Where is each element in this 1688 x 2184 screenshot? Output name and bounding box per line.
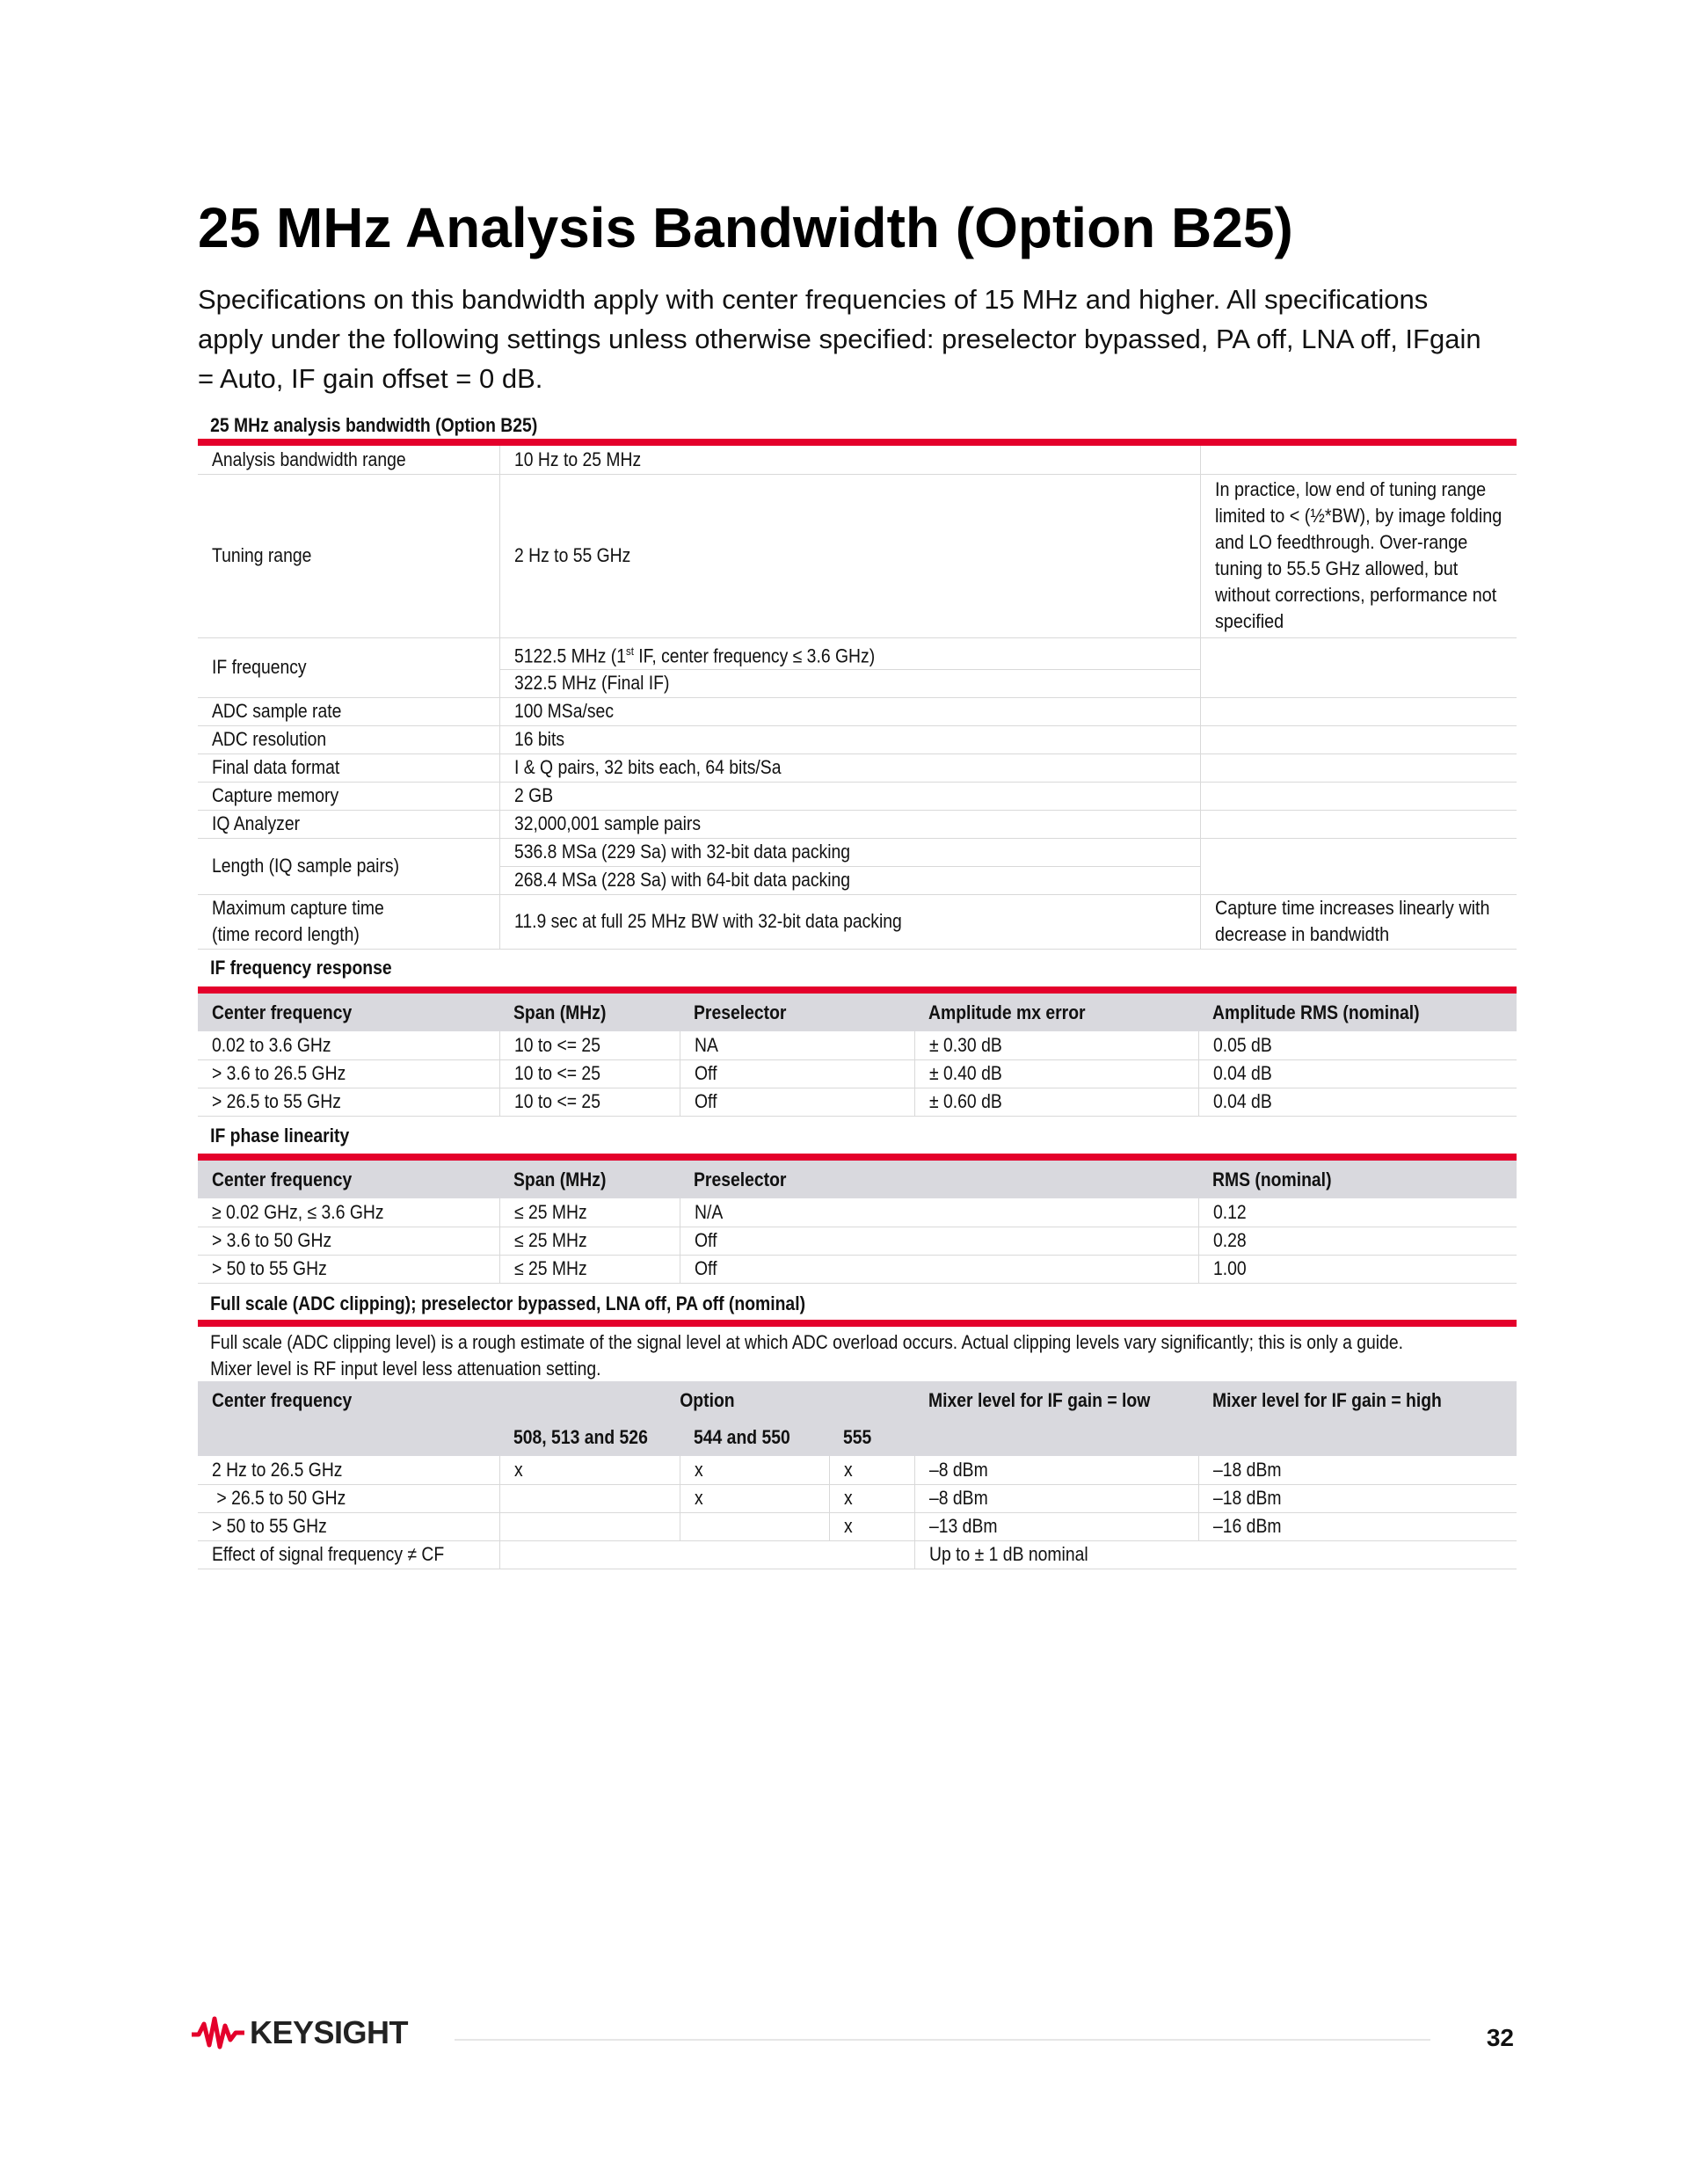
table-row (198, 1227, 1517, 1255)
section-title-analysis: 25 MHz analysis bandwidth (Option B25) (210, 414, 538, 436)
table-cell: –8 dBm (928, 1487, 988, 1509)
spec-value: 322.5 MHz (Final IF) (513, 672, 669, 695)
table-cell: 10 to <= 25 (513, 1033, 600, 1056)
table-cell: 10 to <= 25 (513, 1090, 600, 1112)
table-cell: > 50 to 55 GHz (212, 1257, 327, 1279)
table-cell: > 50 to 55 GHz (212, 1515, 327, 1537)
table-header-row (198, 994, 1517, 1031)
table-row (198, 1540, 1517, 1569)
column-header: Span (MHz) (513, 1001, 607, 1023)
table-row (198, 1088, 1517, 1116)
table-header-row (198, 1161, 1517, 1198)
table-cell: > 26.5 to 55 GHz (212, 1090, 341, 1112)
table-cell: –13 dBm (928, 1515, 998, 1537)
section-title-freq-response: IF frequency response (210, 957, 392, 979)
spec-note: Capture time increases linearly with decrease in bandwidth (1214, 897, 1490, 946)
table-row (198, 474, 1517, 637)
table-cell: x (694, 1487, 703, 1509)
table-cell: 0.05 dB (1212, 1033, 1272, 1056)
spec-value: 2 Hz to 55 GHz (513, 544, 630, 566)
spec-label: Final data format (212, 756, 340, 779)
table-header-row (198, 1381, 1517, 1419)
column-header: RMS (nominal) (1212, 1168, 1332, 1190)
spec-value: 2 GB (513, 784, 553, 807)
column-header: Span (MHz) (513, 1168, 607, 1190)
phase-linearity-table (198, 1161, 1517, 1284)
table-cell: –18 dBm (1212, 1458, 1282, 1481)
table-cell: ≤ 25 MHz (513, 1200, 587, 1223)
column-header: Option (679, 1388, 735, 1411)
table-cell: N/A (694, 1200, 723, 1223)
table-cell: 0.04 dB (1212, 1062, 1272, 1084)
page-number: 32 (1486, 2024, 1514, 2051)
section-divider (198, 986, 1517, 994)
table-row (198, 810, 1517, 838)
table-row (198, 894, 1517, 949)
table-row (198, 753, 1517, 782)
table-cell: > 3.6 to 26.5 GHz (212, 1062, 346, 1084)
spec-value: 536.8 MSa (229 Sa) with 32-bit data packing (513, 841, 850, 863)
column-header: Amplitude RMS (nominal) (1212, 1001, 1420, 1023)
spec-label: IF frequency (212, 656, 307, 679)
table-cell: ≤ 25 MHz (513, 1257, 587, 1279)
footer-divider (455, 2039, 1430, 2041)
column-header: Preselector (694, 1001, 787, 1023)
column-subheader: 544 and 550 (694, 1426, 790, 1448)
column-header: Center frequency (212, 1001, 353, 1023)
table-cell: 0.02 to 3.6 GHz (212, 1033, 331, 1056)
table-row (198, 1059, 1517, 1088)
page-title: 25 MHz Analysis Bandwidth (Option B25) (198, 196, 1293, 259)
column-header: Center frequency (212, 1388, 353, 1411)
table-row (198, 637, 1517, 669)
table-cell: Off (694, 1062, 717, 1084)
spec-value: 268.4 MSa (228 Sa) with 64-bit data packing (513, 869, 850, 892)
table-row (198, 725, 1517, 753)
spec-label: ADC sample rate (212, 700, 342, 723)
table-row (198, 1198, 1517, 1227)
section-divider (198, 439, 1517, 446)
table-row (198, 1456, 1517, 1484)
section-title-phase: IF phase linearity (210, 1125, 350, 1147)
table-cell: ± 0.60 dB (928, 1090, 1002, 1112)
table-cell: Off (694, 1090, 717, 1112)
table-cell: > 3.6 to 50 GHz (212, 1229, 332, 1251)
freq-response-table (198, 994, 1517, 1117)
column-header: Mixer level for IF gain = high (1212, 1388, 1442, 1411)
spec-label: IQ Analyzer (212, 812, 301, 835)
spec-value: 10 Hz to 25 MHz (513, 448, 641, 470)
table-cell: ≥ 0.02 GHz, ≤ 3.6 GHz (212, 1200, 384, 1223)
spec-label: Analysis bandwidth range (212, 448, 406, 470)
fullscale-note: Full scale (ADC clipping level) is a rough estimate of the signal level at which ADC overload occurs. Actual clipping levels vary significantly; this is only a guide. Mixer level is RF input level less attenuation setting. (210, 1331, 1403, 1380)
table-cell: x (843, 1515, 853, 1537)
column-header: Mixer level for IF gain = low (928, 1388, 1151, 1411)
spec-value: 11.9 sec at full 25 MHz BW with 32-bit data packing (513, 910, 902, 933)
spec-value: I & Q pairs, 32 bits each, 64 bits/Sa (513, 756, 781, 779)
table-cell: 1.00 (1212, 1257, 1247, 1279)
table-cell: x (694, 1458, 703, 1481)
table-cell: 10 to <= 25 (513, 1062, 600, 1084)
fullscale-table (198, 1381, 1517, 1569)
spec-label: Length (IQ sample pairs) (212, 855, 400, 877)
table-row (198, 782, 1517, 810)
table-row (198, 697, 1517, 725)
table-cell: 2 Hz to 26.5 GHz (212, 1458, 343, 1481)
column-subheader: 508, 513 and 526 (513, 1426, 648, 1448)
table-cell: 0.12 (1212, 1200, 1247, 1223)
intro-paragraph: Specifications on this bandwidth apply with center frequencies of 15 MHz and higher. All specifications apply under the following settings unless otherwise specified: preselector bypassed, PA off, LNA off, IFgain = Auto, IF gain offset = 0 dB. (198, 284, 1481, 394)
table-row (198, 1512, 1517, 1540)
spec-value: 32,000,001 sample pairs (513, 812, 701, 835)
table-cell: –16 dBm (1212, 1515, 1282, 1537)
section-divider (198, 1320, 1517, 1327)
waveform-icon (192, 2013, 244, 2052)
table-cell: x (843, 1487, 853, 1509)
spec-note: In practice, low end of tuning range limited to < (½*BW), by image folding and LO feedthrough. Over-range tuning to 55.5 GHz allowed, but without corrections, performance not specified (1214, 478, 1502, 632)
brand-name: KEYSIGHT (250, 2014, 409, 2050)
table-cell: ≤ 25 MHz (513, 1229, 587, 1251)
table-cell: Off (694, 1229, 717, 1251)
table-cell: ± 0.40 dB (928, 1062, 1002, 1084)
spec-value: 5122.5 MHz (1st IF, center frequency ≤ 3.6 GHz) (513, 644, 875, 666)
section-title-fullscale: Full scale (ADC clipping); preselector bypassed, LNA off, PA off (nominal) (210, 1292, 806, 1314)
analysis-spec-table (198, 446, 1517, 950)
table-cell: 0.28 (1212, 1229, 1247, 1251)
table-cell: Off (694, 1257, 717, 1279)
table-subheader-row (198, 1419, 1517, 1456)
spec-label: Tuning range (212, 544, 312, 566)
table-row (198, 1031, 1517, 1059)
table-cell: x (843, 1458, 853, 1481)
column-subheader: 555 (843, 1426, 872, 1448)
spec-label: ADC resolution (212, 728, 327, 751)
table-cell: NA (694, 1033, 718, 1056)
table-cell: 0.04 dB (1212, 1090, 1272, 1112)
spec-label: Capture memory (212, 784, 339, 807)
spec-value: 16 bits (513, 728, 564, 751)
column-header: Amplitude mx error (928, 1001, 1086, 1023)
table-cell: > 26.5 to 50 GHz (212, 1487, 346, 1509)
table-cell: Up to ± 1 dB nominal (928, 1543, 1088, 1565)
table-cell: Effect of signal frequency ≠ CF (212, 1543, 445, 1565)
table-cell: ± 0.30 dB (928, 1033, 1002, 1056)
table-cell: –18 dBm (1212, 1487, 1282, 1509)
table-row (198, 1255, 1517, 1283)
table-cell: x (513, 1458, 523, 1481)
spec-label: Maximum capture time (time record length) (212, 897, 384, 946)
table-row (198, 838, 1517, 866)
column-header: Center frequency (212, 1168, 353, 1190)
column-header: Preselector (694, 1168, 787, 1190)
keysight-logo (192, 2013, 408, 2052)
spec-value: 100 MSa/sec (513, 700, 614, 723)
table-row (198, 1484, 1517, 1512)
section-divider (198, 1154, 1517, 1161)
table-row (198, 446, 1517, 474)
table-cell: –8 dBm (928, 1458, 988, 1481)
